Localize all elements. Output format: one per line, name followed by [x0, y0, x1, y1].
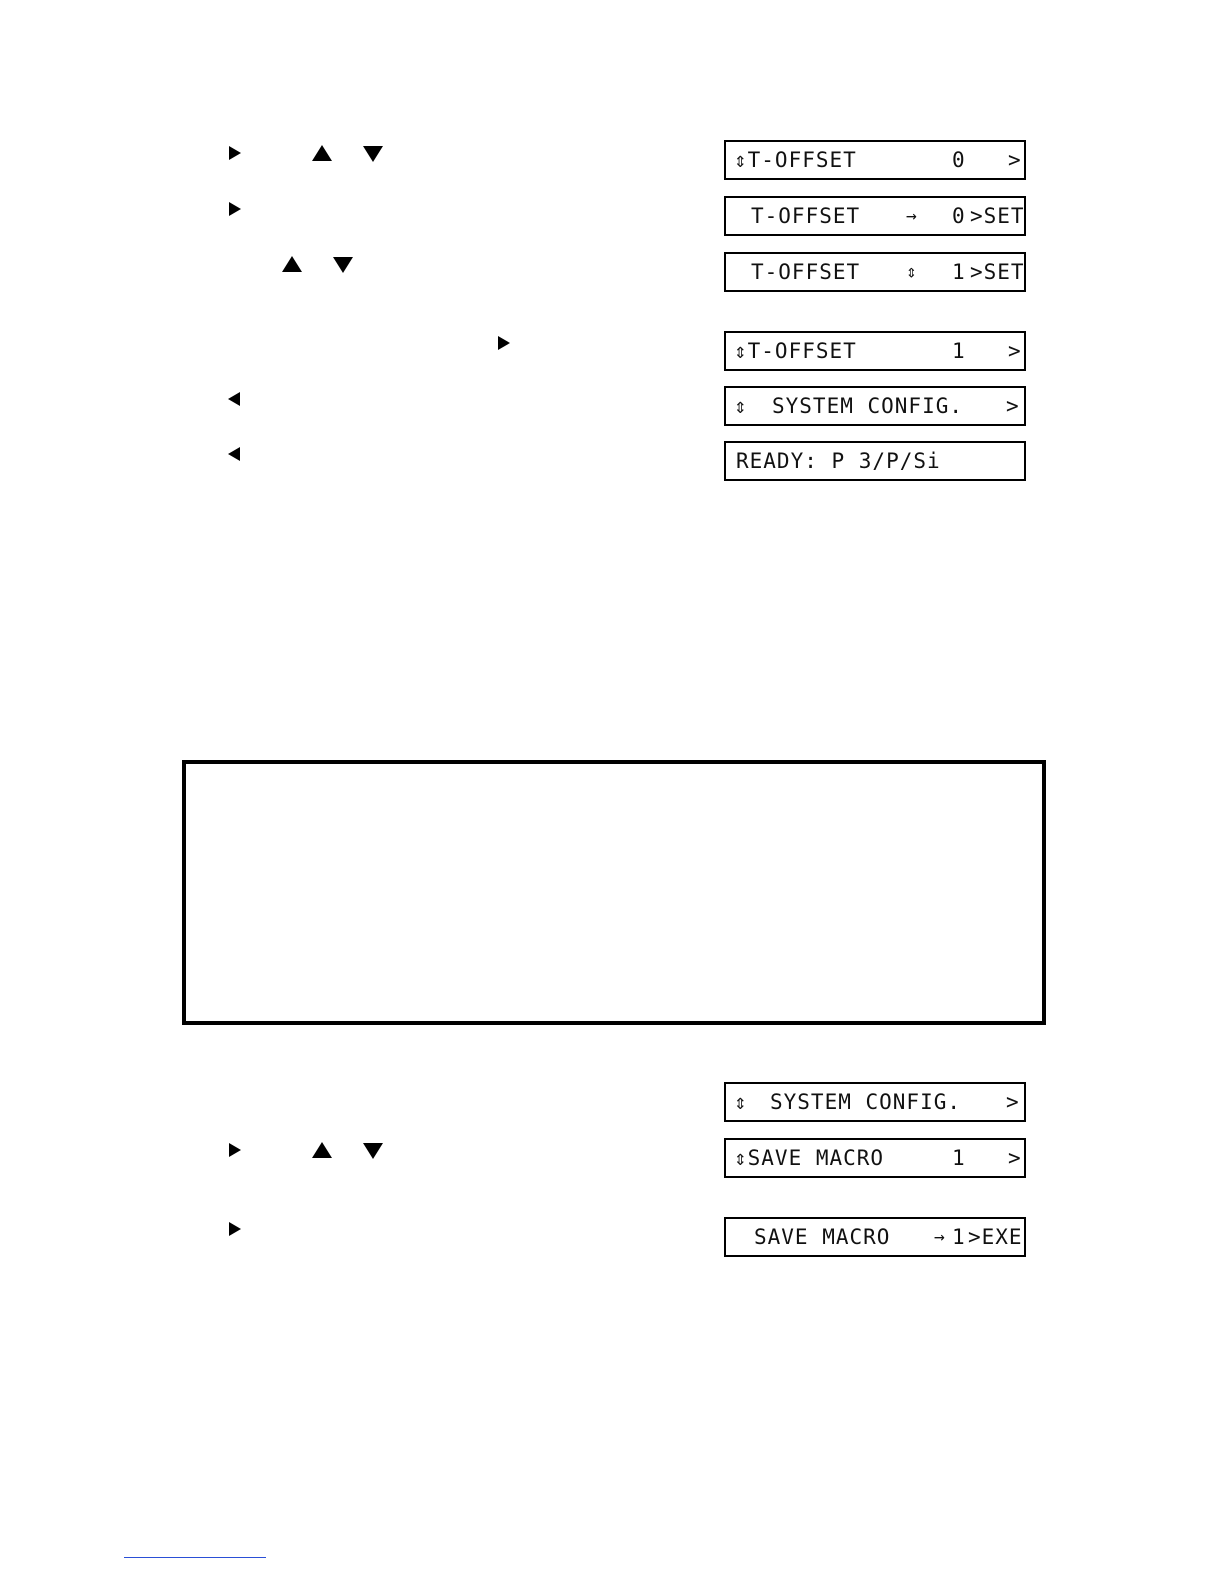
right-arrow-key-icon	[229, 202, 241, 216]
lcd-action: >SET	[970, 204, 1025, 228]
lcd-label: SYSTEM CONFIG.	[772, 394, 964, 418]
lcd-chevron: >	[1008, 148, 1022, 172]
right-arrow-key-icon	[498, 336, 510, 350]
lcd-action: >EXE	[968, 1225, 1023, 1249]
lcd-chevron: >	[1008, 1146, 1022, 1170]
lcd-cursor-icon: →	[934, 1226, 946, 1248]
lcd-value: 0	[952, 204, 966, 228]
right-arrow-key-icon	[229, 146, 241, 160]
lcd-display	[724, 1138, 1026, 1178]
lcd-label: ⇕T-OFFSET	[734, 148, 857, 172]
right-arrow-key-icon	[229, 1222, 241, 1236]
lcd-chevron: >	[1006, 1090, 1020, 1114]
note-box	[182, 760, 1046, 1025]
lcd-value: 1	[952, 339, 966, 363]
lcd-display	[724, 1217, 1026, 1257]
lcd-label: T-OFFSET	[751, 260, 861, 284]
lcd-updown-icon: ⇕	[734, 394, 748, 418]
lcd-action: >SET	[970, 260, 1025, 284]
lcd-updown-icon: ⇕	[734, 1090, 748, 1114]
down-arrow-key-icon	[363, 146, 383, 162]
lcd-label: T-OFFSET	[751, 204, 861, 228]
lcd-chevron: >	[1008, 339, 1022, 363]
up-arrow-key-icon	[282, 256, 302, 272]
lcd-display	[724, 331, 1026, 371]
lcd-value: 1	[952, 1225, 966, 1249]
left-arrow-key-icon	[228, 392, 240, 406]
lcd-display	[724, 196, 1026, 236]
lcd-label: SYSTEM CONFIG.	[770, 1090, 962, 1114]
right-arrow-key-icon	[229, 1143, 241, 1157]
up-arrow-key-icon	[312, 1142, 332, 1158]
lcd-label: ⇕SAVE MACRO	[734, 1146, 885, 1170]
lcd-value: 0	[952, 148, 966, 172]
down-arrow-key-icon	[363, 1143, 383, 1159]
lcd-updown-icon: ⇕	[906, 261, 918, 283]
lcd-display	[724, 386, 1026, 426]
lcd-ready-text: READY: P 3/P/Si	[736, 449, 941, 473]
lcd-value: 1	[952, 260, 966, 284]
lcd-label: ⇕T-OFFSET	[734, 339, 857, 363]
lcd-display	[724, 1082, 1026, 1122]
lcd-cursor-icon: →	[906, 205, 918, 227]
lcd-label: SAVE MACRO	[754, 1225, 891, 1249]
lcd-display	[724, 441, 1026, 481]
lcd-display	[724, 140, 1026, 180]
lcd-chevron: >	[1006, 394, 1020, 418]
lcd-display	[724, 252, 1026, 292]
footnote-rule	[124, 1557, 266, 1558]
left-arrow-key-icon	[228, 447, 240, 461]
down-arrow-key-icon	[333, 257, 353, 273]
lcd-value: 1	[952, 1146, 966, 1170]
up-arrow-key-icon	[312, 145, 332, 161]
